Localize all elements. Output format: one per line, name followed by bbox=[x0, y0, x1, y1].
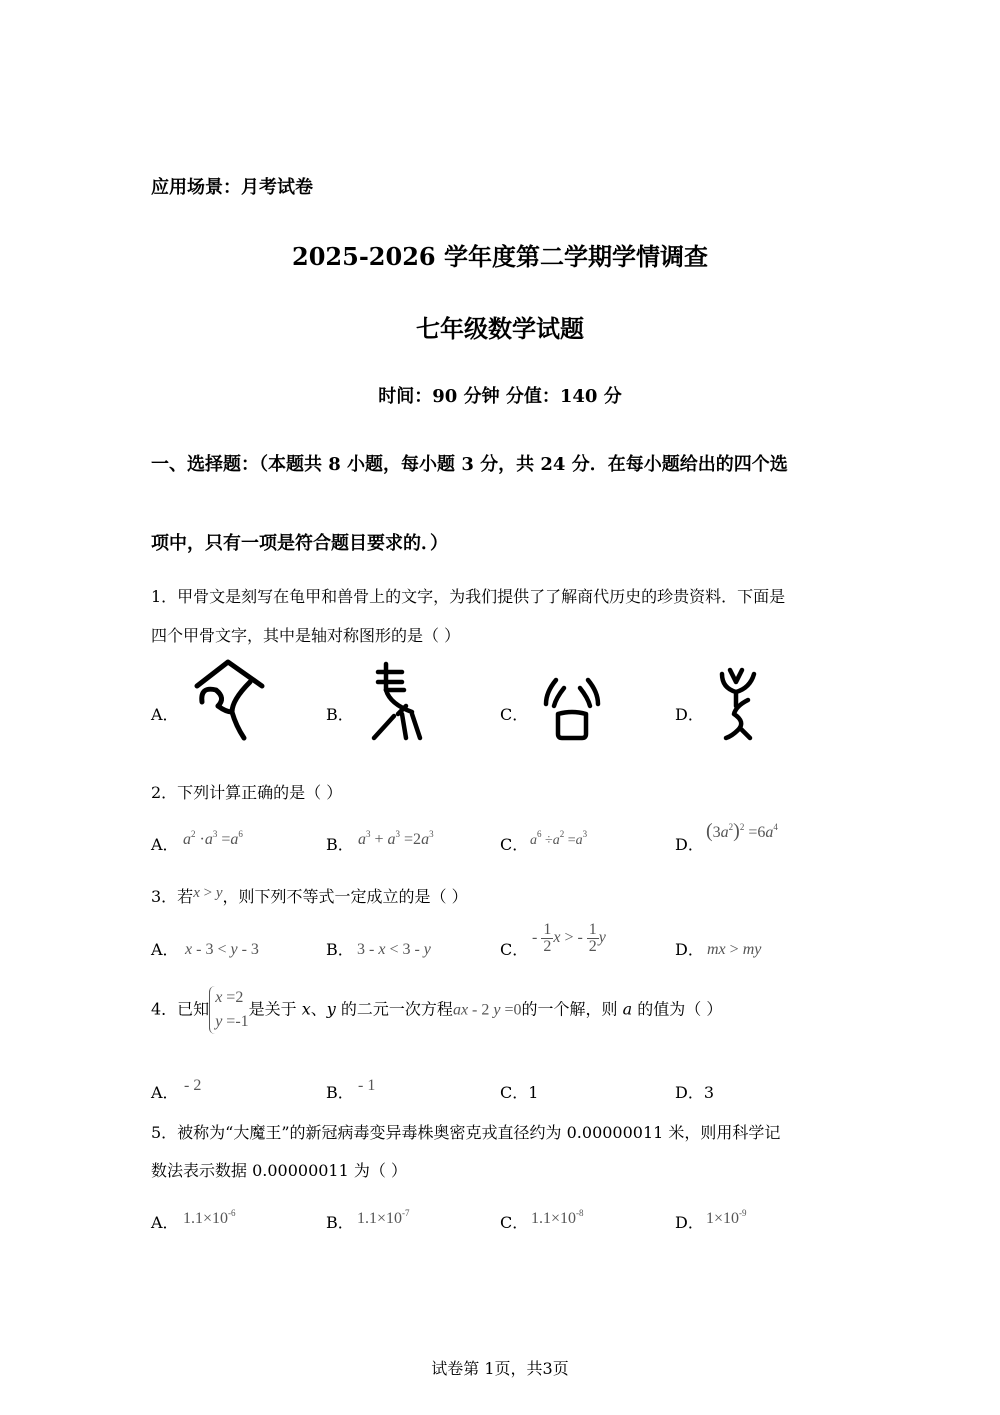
q1-glyph-d-image bbox=[716, 666, 762, 744]
q3-condition-expression: x > y bbox=[193, 885, 223, 901]
q2-option-b-label: B． bbox=[326, 835, 354, 854]
exam-subtitle: 七年级数学试题 bbox=[416, 314, 584, 343]
q4-stem-mid2: 的二元一次方程 bbox=[335, 999, 453, 1019]
q3-option-d-expression[interactable]: mx > my bbox=[707, 941, 762, 958]
q1-stem-line1: 1．甲骨文是刻写在龟甲和兽骨上的文字，为我们提供了了解商代历史的珍贵资料．下面是 bbox=[151, 587, 786, 606]
q1-glyph-c-image bbox=[542, 676, 602, 742]
q2-option-b-expression[interactable]: $a^3 + a^3 =2a^3$ bbox=[358, 829, 434, 848]
page-footer: 试卷第 1页，共3页 bbox=[431, 1359, 569, 1378]
q4-option-b-expression[interactable]: - 1 bbox=[358, 1077, 376, 1094]
q2-stem: 2．下列计算正确的是（ ） bbox=[151, 783, 343, 802]
q3-option-a-expression[interactable]: x - 3 < y - 3 bbox=[185, 941, 259, 958]
q3-option-b-label: B． bbox=[326, 940, 354, 959]
section-heading-line2: 项中，只有一项是符合题目要求的．） bbox=[151, 533, 448, 554]
q4-option-a-expression[interactable]: - 2 bbox=[184, 1077, 202, 1094]
q4-stem-mid3: 的一个解，则 bbox=[521, 999, 623, 1019]
q4-stem bbox=[151, 986, 722, 1034]
q4-option-c[interactable] bbox=[500, 1080, 538, 1103]
q1-glyph-b-image bbox=[368, 660, 426, 742]
q5-option-a-label: A． bbox=[151, 1213, 179, 1232]
q2-option-a-label: A． bbox=[151, 835, 179, 854]
q5-option-c-label: C． bbox=[500, 1213, 529, 1232]
q1-option-a-label: A． bbox=[151, 705, 179, 724]
q4-stem-pre: 4．已知 bbox=[151, 999, 210, 1019]
q1-option-d-label: D． bbox=[675, 705, 704, 724]
q5-stem-line2: 数法表示数据 0.00000011 为（ ） bbox=[151, 1161, 407, 1180]
exam-title: 2025-2026 学年度第二学期学情调查 bbox=[292, 242, 708, 271]
q5-option-d-expression[interactable]: $1\times 10^{-9}$ bbox=[706, 1208, 747, 1227]
q4-equation-expression: ax - 2 y =0 bbox=[452, 1001, 522, 1019]
q3-option-b-expression[interactable]: 3 - x < 3 - y bbox=[357, 941, 431, 958]
q3-stem-post: ，则下列不等式一定成立的是（ ） bbox=[222, 887, 468, 906]
q3-stem bbox=[151, 884, 468, 907]
q5-stem-line1: 5．被称为“大魔王”的新冠病毒变异毒株奥密克戎直径约为 0.00000011 米，则用科学记 bbox=[151, 1123, 781, 1142]
q4-stem-mid1: 是关于 bbox=[248, 999, 302, 1019]
q2-option-a-expression[interactable]: $a^2 \cdot a^3 =a^6$ bbox=[183, 829, 243, 848]
q4-option-d[interactable] bbox=[675, 1080, 714, 1103]
q4-sep: 、 bbox=[310, 999, 327, 1019]
scene-label: 应用场景：月考试卷 bbox=[151, 177, 313, 198]
q4-var-y: y bbox=[326, 999, 336, 1019]
q3-option-c-label: C． bbox=[500, 940, 529, 959]
q4-stem-post: 的值为（ ） bbox=[632, 999, 723, 1019]
q4-option-d-label: D． bbox=[675, 1083, 704, 1102]
q2-option-d-label: D． bbox=[675, 835, 704, 854]
q5-option-b-label: B． bbox=[326, 1213, 354, 1232]
q2-option-c-label: C． bbox=[500, 835, 529, 854]
q3-option-a-label: A． bbox=[151, 940, 179, 959]
q2-option-d-expression[interactable]: $(3a^2)^2 =6a^4$ bbox=[706, 820, 778, 842]
q5-option-c-expression[interactable]: $1.1\times 10^{-8}$ bbox=[531, 1208, 584, 1227]
q4-option-d-value: 3 bbox=[703, 1083, 715, 1102]
q4-var-a: a bbox=[622, 999, 633, 1019]
q4-option-a-label: A． bbox=[151, 1083, 179, 1102]
q4-system-expression: x =2 y =-1 bbox=[209, 986, 248, 1034]
q3-option-c-expression[interactable]: - $\frac{1}{2}$ x > - $\frac{1}{2}$ y bbox=[532, 921, 606, 955]
q1-option-b-label: B． bbox=[326, 705, 354, 724]
q5-option-a-expression[interactable]: $1.1\times 10^{-6}$ bbox=[183, 1208, 236, 1227]
q4-var-x: x bbox=[301, 999, 311, 1019]
q4-option-b-label: B． bbox=[326, 1083, 354, 1102]
q5-option-b-expression[interactable]: $1.1\times 10^{-7}$ bbox=[357, 1208, 410, 1227]
q4-option-c-value: 1 bbox=[528, 1083, 539, 1102]
q3-option-d-label: D． bbox=[675, 940, 704, 959]
exam-meta: 时间：90 分钟 分值：140 分 bbox=[378, 386, 622, 407]
q1-option-c-label: C． bbox=[500, 705, 529, 724]
q1-glyph-a-image bbox=[192, 656, 267, 742]
q5-option-d-label: D． bbox=[675, 1213, 704, 1232]
q4-option-c-label: C． bbox=[500, 1083, 529, 1102]
section-heading-line1: 一、选择题：（本题共 8 小题，每小题 3 分，共 24 分．在每小题给出的四个选 bbox=[151, 454, 788, 475]
q3-stem-pre: 3．若 bbox=[151, 887, 194, 906]
q1-stem-line2: 四个甲骨文字，其中是轴对称图形的是（ ） bbox=[151, 626, 461, 645]
q2-option-c-expression[interactable]: $a^6 \div a^2 =a^3$ bbox=[530, 829, 588, 848]
